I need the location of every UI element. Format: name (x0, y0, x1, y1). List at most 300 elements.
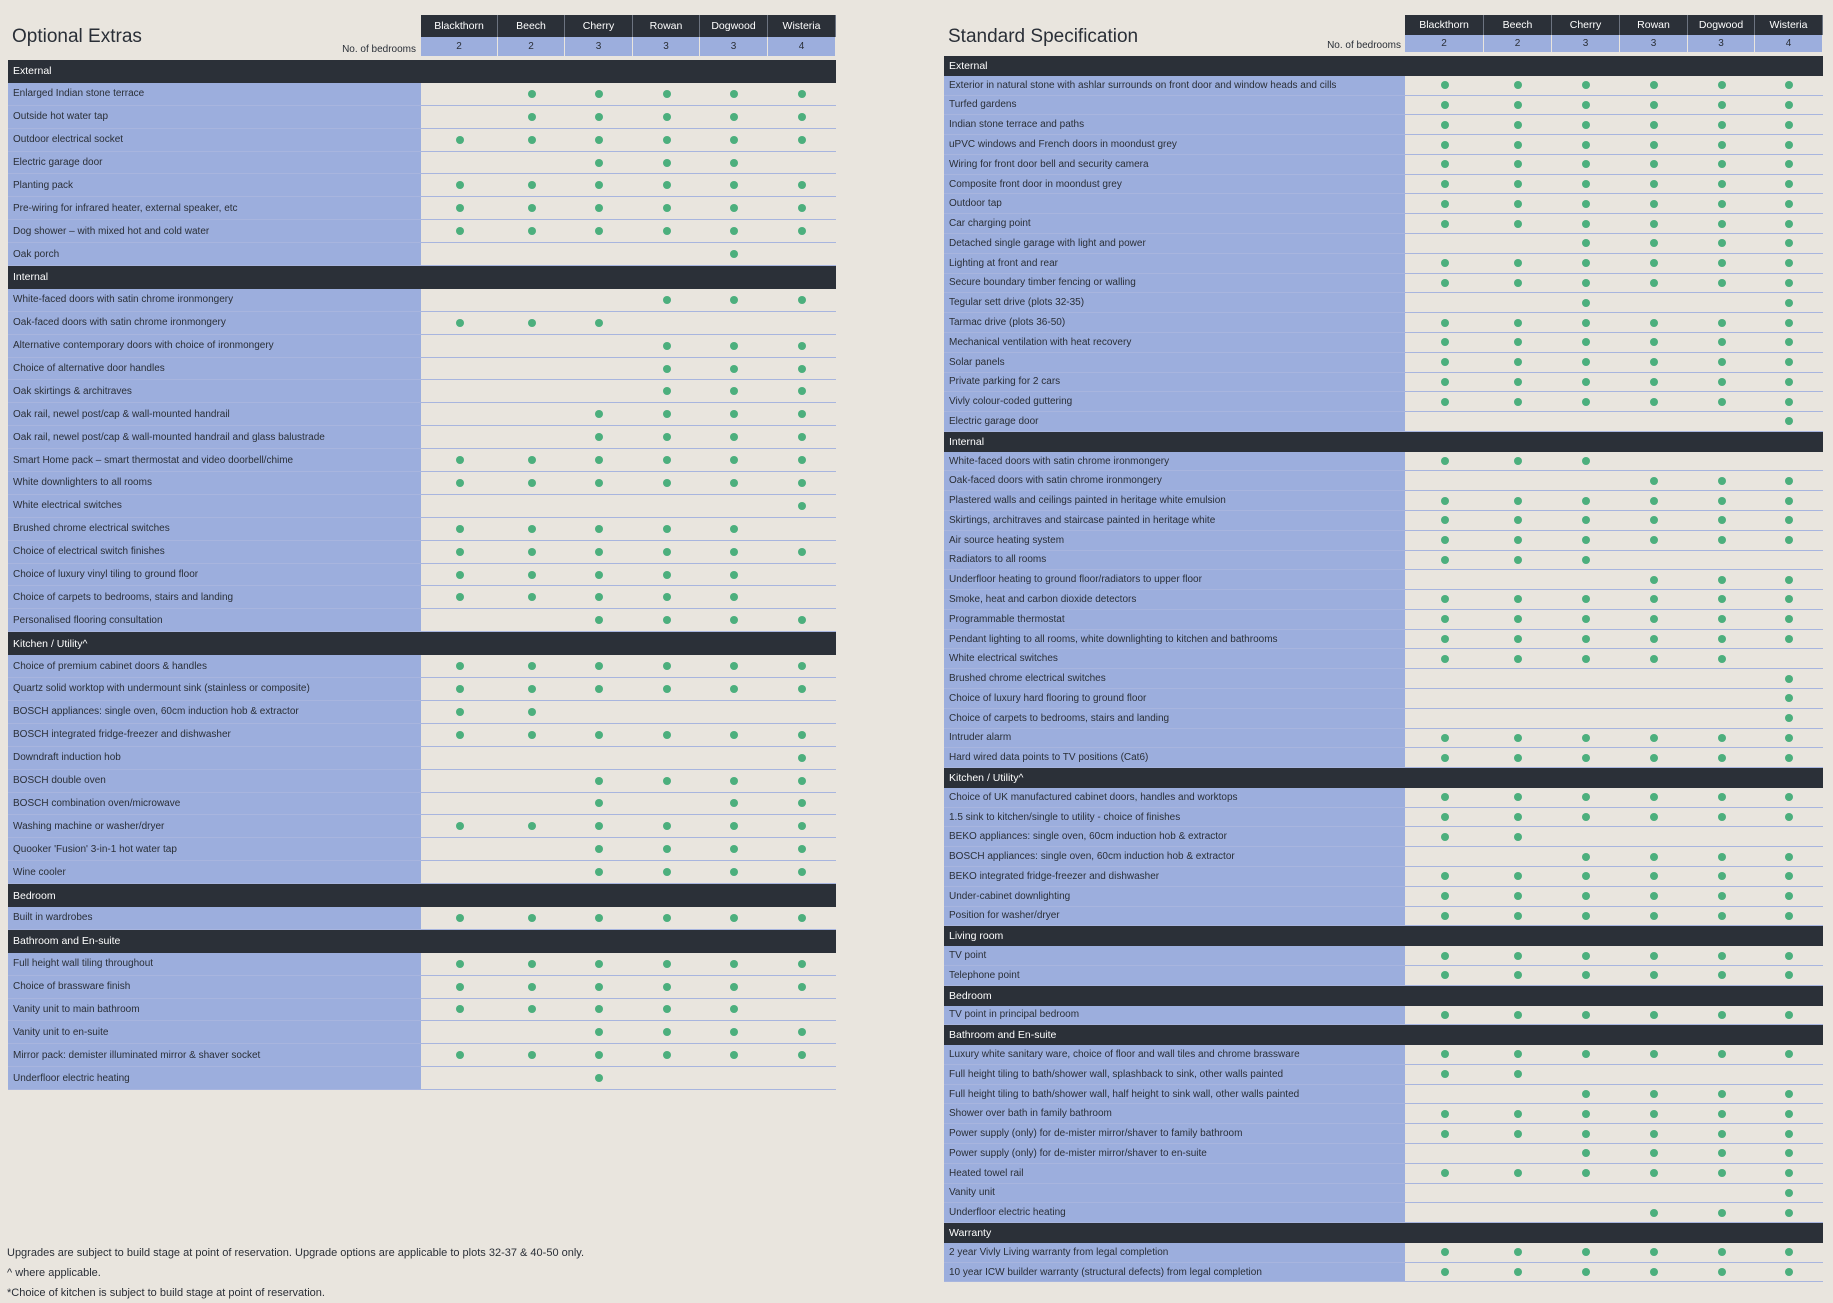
house-column-beech (1484, 15, 1552, 52)
cell-cherry (1552, 76, 1620, 95)
bedroom-count-cherry: 3 (1552, 35, 1620, 52)
cell-rowan (1620, 452, 1688, 471)
cell-wisteria (768, 335, 836, 357)
cell-wisteria (1755, 234, 1823, 253)
cell-wisteria (768, 426, 836, 448)
house-name-cherry: Cherry (565, 15, 633, 37)
cell-beech (1484, 689, 1552, 708)
table-row (944, 471, 1823, 491)
included-dot-icon (798, 777, 806, 785)
cell-wisteria (768, 83, 836, 105)
included-dot-icon (1785, 121, 1793, 129)
cell-rowan (633, 747, 700, 769)
row-label: Oak rail, newel post/cap & wall-mounted handrail and glass balustrade (8, 426, 421, 448)
included-dot-icon (798, 502, 806, 510)
included-dot-icon (798, 845, 806, 853)
row-label: uPVC windows and French doors in moondust grey (944, 135, 1405, 154)
included-dot-icon (456, 708, 464, 716)
included-dot-icon (595, 319, 603, 327)
cell-wisteria (1755, 1085, 1823, 1104)
cell-dogwood (1688, 1085, 1755, 1104)
cell-wisteria (768, 129, 836, 151)
cell-cherry (565, 1044, 633, 1066)
table-row (8, 999, 836, 1022)
cell-beech (1484, 373, 1552, 392)
cell-beech (498, 83, 565, 105)
included-dot-icon (798, 90, 806, 98)
cell-beech (1484, 847, 1552, 866)
row-label: Mechanical ventilation with heat recovery (944, 333, 1405, 352)
cell-wisteria (1755, 531, 1823, 550)
cell-beech (498, 999, 565, 1021)
included-dot-icon (663, 662, 671, 670)
included-dot-icon (1582, 536, 1590, 544)
row-label: Choice of carpets to bedrooms, stairs and landing (8, 586, 421, 608)
included-dot-icon (663, 159, 671, 167)
cell-wisteria (768, 220, 836, 242)
cell-wisteria (1755, 709, 1823, 728)
table-row (8, 976, 836, 999)
included-dot-icon (528, 571, 536, 579)
cell-rowan (1620, 234, 1688, 253)
cell-dogwood (1688, 1065, 1755, 1084)
included-dot-icon (1718, 121, 1726, 129)
included-dot-icon (1514, 734, 1522, 742)
cell-dogwood (1688, 689, 1755, 708)
table-row (944, 570, 1823, 590)
cell-rowan (1620, 1085, 1688, 1104)
cell-rowan (1620, 946, 1688, 965)
house-name-dogwood: Dogwood (1688, 15, 1755, 35)
cell-beech (1484, 1203, 1552, 1222)
included-dot-icon (1650, 141, 1658, 149)
included-dot-icon (798, 1028, 806, 1036)
included-dot-icon (1785, 1110, 1793, 1118)
bedroom-count-beech: 2 (1484, 35, 1552, 52)
cell-blackthorn (421, 220, 498, 242)
included-dot-icon (528, 136, 536, 144)
cell-dogwood (1688, 76, 1755, 95)
table-row (944, 254, 1823, 274)
cell-cherry (1552, 1124, 1620, 1143)
included-dot-icon (1582, 338, 1590, 346)
table-row (944, 1065, 1823, 1085)
included-dot-icon (1718, 912, 1726, 920)
included-dot-icon (1650, 1268, 1658, 1276)
included-dot-icon (1785, 497, 1793, 505)
table-row (8, 655, 836, 678)
cell-beech (1484, 1184, 1552, 1203)
row-label: Vanity unit (944, 1184, 1405, 1203)
included-dot-icon (798, 685, 806, 693)
included-dot-icon (730, 868, 738, 876)
house-column-wisteria (768, 15, 836, 56)
included-dot-icon (1718, 1110, 1726, 1118)
cell-rowan (1620, 570, 1688, 589)
cell-rowan (1620, 867, 1688, 886)
included-dot-icon (1718, 516, 1726, 524)
cell-beech (1484, 353, 1552, 372)
cell-beech (498, 426, 565, 448)
included-dot-icon (730, 983, 738, 991)
table-row (944, 293, 1823, 313)
included-dot-icon (456, 593, 464, 601)
included-dot-icon (730, 90, 738, 98)
cell-beech (498, 815, 565, 837)
table-row (944, 887, 1823, 907)
included-dot-icon (730, 1051, 738, 1059)
included-dot-icon (1441, 1110, 1449, 1118)
cell-beech (1484, 788, 1552, 807)
cell-blackthorn (421, 747, 498, 769)
included-dot-icon (1441, 833, 1449, 841)
cell-dogwood (700, 586, 768, 608)
row-label: Power supply (only) for de-mister mirror/shaver to en-suite (944, 1144, 1405, 1163)
cell-wisteria (1755, 511, 1823, 530)
included-dot-icon (1785, 793, 1793, 801)
cell-beech (498, 174, 565, 196)
cell-dogwood (1688, 373, 1755, 392)
cell-beech (498, 541, 565, 563)
bedroom-count-wisteria: 4 (1755, 35, 1823, 52)
optional-extras-panel (8, 0, 836, 1084)
cell-blackthorn (421, 541, 498, 563)
included-dot-icon (663, 113, 671, 121)
cell-blackthorn (1405, 135, 1484, 154)
cell-blackthorn (1405, 96, 1484, 115)
included-dot-icon (1650, 1110, 1658, 1118)
cell-rowan (1620, 1164, 1688, 1183)
house-column-cherry (565, 15, 633, 56)
cell-dogwood (1688, 907, 1755, 926)
cell-wisteria (1755, 452, 1823, 471)
cell-dogwood (1688, 115, 1755, 134)
cell-cherry (565, 678, 633, 700)
cell-rowan (1620, 392, 1688, 411)
included-dot-icon (1650, 358, 1658, 366)
cell-wisteria (1755, 333, 1823, 352)
cell-rowan (1620, 214, 1688, 233)
included-dot-icon (1718, 279, 1726, 287)
included-dot-icon (730, 227, 738, 235)
included-dot-icon (1441, 279, 1449, 287)
included-dot-icon (798, 868, 806, 876)
included-dot-icon (1441, 971, 1449, 979)
cell-blackthorn (421, 335, 498, 357)
cell-blackthorn (421, 495, 498, 517)
table-row (944, 788, 1823, 808)
house-column-rowan (633, 15, 700, 56)
cell-rowan (1620, 412, 1688, 431)
included-dot-icon (1441, 595, 1449, 603)
cell-cherry (565, 174, 633, 196)
cell-wisteria (768, 586, 836, 608)
included-dot-icon (1514, 833, 1522, 841)
included-dot-icon (1718, 1130, 1726, 1138)
included-dot-icon (1514, 1011, 1522, 1019)
included-dot-icon (730, 204, 738, 212)
included-dot-icon (528, 662, 536, 670)
cell-blackthorn (1405, 887, 1484, 906)
cell-rowan (633, 106, 700, 128)
included-dot-icon (528, 525, 536, 533)
table-row (8, 83, 836, 106)
included-dot-icon (1785, 853, 1793, 861)
included-dot-icon (1514, 1248, 1522, 1256)
included-dot-icon (730, 662, 738, 670)
table-row (8, 426, 836, 449)
included-dot-icon (663, 456, 671, 464)
cell-dogwood (700, 747, 768, 769)
table-row (8, 907, 836, 930)
cell-rowan (1620, 788, 1688, 807)
cell-blackthorn (421, 724, 498, 746)
cell-blackthorn (1405, 333, 1484, 352)
cell-blackthorn (421, 861, 498, 883)
cell-blackthorn (1405, 1263, 1484, 1282)
bedroom-count-wisteria: 4 (768, 37, 836, 56)
included-dot-icon (1514, 1110, 1522, 1118)
included-dot-icon (1650, 912, 1658, 920)
included-dot-icon (1718, 872, 1726, 880)
cell-wisteria (1755, 590, 1823, 609)
included-dot-icon (595, 181, 603, 189)
included-dot-icon (1441, 952, 1449, 960)
cell-wisteria (768, 861, 836, 883)
cell-dogwood (1688, 392, 1755, 411)
table-row (8, 609, 836, 632)
cell-dogwood (700, 999, 768, 1021)
cell-cherry (565, 358, 633, 380)
included-dot-icon (730, 136, 738, 144)
cell-beech (1484, 709, 1552, 728)
cell-dogwood (1688, 175, 1755, 194)
cell-blackthorn (1405, 590, 1484, 609)
cell-wisteria (768, 243, 836, 265)
cell-wisteria (1755, 748, 1823, 767)
cell-blackthorn (1405, 254, 1484, 273)
included-dot-icon (798, 754, 806, 762)
row-label: Turfed gardens (944, 96, 1405, 115)
table-row (944, 610, 1823, 630)
cell-rowan (1620, 274, 1688, 293)
cell-rowan (1620, 333, 1688, 352)
cell-beech (1484, 1065, 1552, 1084)
included-dot-icon (1441, 556, 1449, 564)
included-dot-icon (663, 342, 671, 350)
included-dot-icon (798, 227, 806, 235)
cell-wisteria (1755, 887, 1823, 906)
included-dot-icon (1650, 754, 1658, 762)
table-row (8, 953, 836, 976)
cell-rowan (1620, 115, 1688, 134)
included-dot-icon (1718, 319, 1726, 327)
table-row (944, 1243, 1823, 1263)
cell-wisteria (1755, 946, 1823, 965)
included-dot-icon (1582, 81, 1590, 89)
included-dot-icon (1582, 319, 1590, 327)
cell-wisteria (768, 1021, 836, 1043)
row-label: TV point (944, 946, 1405, 965)
row-label: Power supply (only) for de-mister mirror/shaver to family bathroom (944, 1124, 1405, 1143)
cell-rowan (1620, 353, 1688, 372)
cell-blackthorn (421, 907, 498, 929)
cell-dogwood (700, 174, 768, 196)
cell-beech (1484, 610, 1552, 629)
cell-wisteria (768, 403, 836, 425)
included-dot-icon (595, 456, 603, 464)
included-dot-icon (1582, 457, 1590, 465)
included-dot-icon (663, 525, 671, 533)
cell-wisteria (1755, 966, 1823, 985)
footnote-plots: Upgrades are subject to build stage at point of reservation. Upgrade options are applicable to plots 32-37 & 40-50 only. (7, 1247, 585, 1259)
table-row (944, 1164, 1823, 1184)
cell-dogwood (700, 1067, 768, 1089)
cell-wisteria (768, 174, 836, 196)
cell-wisteria (1755, 135, 1823, 154)
included-dot-icon (1785, 615, 1793, 623)
included-dot-icon (1582, 516, 1590, 524)
included-dot-icon (663, 571, 671, 579)
included-dot-icon (1785, 516, 1793, 524)
included-dot-icon (595, 983, 603, 991)
cell-dogwood (700, 426, 768, 448)
cell-dogwood (1688, 353, 1755, 372)
row-label: 2 year Vivly Living warranty from legal completion (944, 1243, 1405, 1262)
cell-blackthorn (421, 174, 498, 196)
cell-rowan (1620, 1124, 1688, 1143)
cell-wisteria (768, 907, 836, 929)
cell-dogwood (700, 129, 768, 151)
included-dot-icon (1718, 1209, 1726, 1217)
cell-rowan (633, 312, 700, 334)
cell-rowan (1620, 610, 1688, 629)
row-label: Skirtings, architraves and staircase painted in heritage white (944, 511, 1405, 530)
included-dot-icon (1718, 1090, 1726, 1098)
cell-dogwood (700, 335, 768, 357)
cell-blackthorn (1405, 1104, 1484, 1123)
included-dot-icon (1582, 1050, 1590, 1058)
included-dot-icon (1785, 200, 1793, 208)
included-dot-icon (1785, 1050, 1793, 1058)
included-dot-icon (730, 1028, 738, 1036)
included-dot-icon (663, 1005, 671, 1013)
included-dot-icon (1514, 121, 1522, 129)
cell-dogwood (1688, 471, 1755, 490)
included-dot-icon (1785, 220, 1793, 228)
cell-dogwood (700, 403, 768, 425)
cell-beech (1484, 155, 1552, 174)
included-dot-icon (1785, 398, 1793, 406)
table-row (8, 861, 836, 884)
included-dot-icon (730, 914, 738, 922)
cell-dogwood (1688, 669, 1755, 688)
included-dot-icon (1650, 576, 1658, 584)
table-row (944, 392, 1823, 412)
row-label: Brushed chrome electrical switches (8, 518, 421, 540)
cell-cherry (1552, 194, 1620, 213)
included-dot-icon (1514, 516, 1522, 524)
table-row (8, 1021, 836, 1044)
cell-rowan (633, 83, 700, 105)
bedroom-count-dogwood: 3 (1688, 35, 1755, 52)
cell-rowan (1620, 155, 1688, 174)
cell-blackthorn (1405, 689, 1484, 708)
table-row (944, 966, 1823, 986)
cell-beech (1484, 175, 1552, 194)
included-dot-icon (798, 662, 806, 670)
cell-blackthorn (1405, 155, 1484, 174)
cell-blackthorn (1405, 808, 1484, 827)
house-column-cherry (1552, 15, 1620, 52)
row-label: Detached single garage with light and power (944, 234, 1405, 253)
included-dot-icon (730, 296, 738, 304)
cell-dogwood (1688, 531, 1755, 550)
cell-cherry (1552, 610, 1620, 629)
cell-blackthorn (421, 426, 498, 448)
table-row (944, 907, 1823, 927)
cell-rowan (1620, 689, 1688, 708)
included-dot-icon (1650, 793, 1658, 801)
table-row (8, 106, 836, 129)
included-dot-icon (1650, 160, 1658, 168)
row-label: Air source heating system (944, 531, 1405, 550)
house-column-beech (498, 15, 565, 56)
included-dot-icon (1582, 1011, 1590, 1019)
included-dot-icon (1650, 635, 1658, 643)
cell-beech (1484, 630, 1552, 649)
included-dot-icon (1582, 1130, 1590, 1138)
cell-beech (1484, 333, 1552, 352)
included-dot-icon (1441, 1011, 1449, 1019)
cell-dogwood (1688, 293, 1755, 312)
cell-rowan (1620, 76, 1688, 95)
table-row (8, 380, 836, 403)
included-dot-icon (1582, 259, 1590, 267)
cell-rowan (633, 815, 700, 837)
cell-cherry (1552, 729, 1620, 748)
row-label: Choice of electrical switch finishes (8, 541, 421, 563)
cell-dogwood (1688, 333, 1755, 352)
included-dot-icon (1441, 1070, 1449, 1078)
included-dot-icon (798, 983, 806, 991)
cell-beech (1484, 254, 1552, 273)
included-dot-icon (798, 799, 806, 807)
included-dot-icon (730, 456, 738, 464)
row-label: Smoke, heat and carbon dioxide detectors (944, 590, 1405, 609)
included-dot-icon (1785, 1011, 1793, 1019)
included-dot-icon (730, 159, 738, 167)
cell-beech (1484, 946, 1552, 965)
cell-rowan (1620, 373, 1688, 392)
cell-rowan (633, 701, 700, 723)
cell-blackthorn (421, 197, 498, 219)
included-dot-icon (1514, 635, 1522, 643)
house-column-wisteria (1755, 15, 1823, 52)
included-dot-icon (663, 593, 671, 601)
cell-blackthorn (421, 518, 498, 540)
row-label: Underfloor electric heating (944, 1203, 1405, 1222)
cell-rowan (1620, 709, 1688, 728)
cell-cherry (1552, 452, 1620, 471)
cell-cherry (1552, 1065, 1620, 1084)
cell-wisteria (1755, 96, 1823, 115)
table-row (944, 748, 1823, 768)
row-label: Outdoor electrical socket (8, 129, 421, 151)
row-label: Hard wired data points to TV positions (Cat6) (944, 748, 1405, 767)
cell-rowan (633, 335, 700, 357)
cell-beech (1484, 729, 1552, 748)
